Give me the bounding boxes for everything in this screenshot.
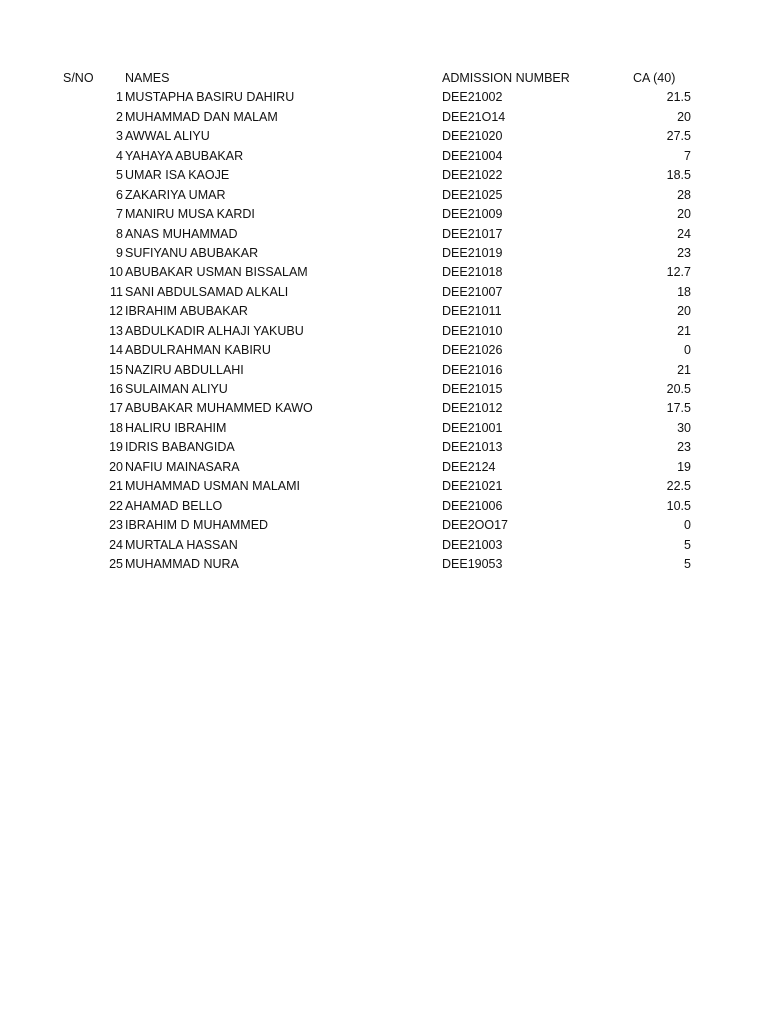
table-row <box>0 186 768 205</box>
table-row <box>0 497 768 516</box>
row-name: ANAS MUHAMMAD <box>125 226 238 241</box>
row-sno: 5 <box>116 168 123 183</box>
row-ca-score: 7 <box>684 148 691 163</box>
row-admission-number: DEE21020 <box>442 129 503 144</box>
table-row <box>0 536 768 555</box>
row-sno: 22 <box>109 498 123 513</box>
table-row <box>0 263 768 282</box>
row-ca-score: 27.5 <box>666 129 691 144</box>
row-ca-score: 21.5 <box>666 90 691 105</box>
row-sno: 12 <box>109 304 123 319</box>
row-ca-score: 5 <box>684 537 691 552</box>
table-row <box>0 88 768 107</box>
table-row <box>0 361 768 380</box>
table-row <box>0 419 768 438</box>
row-admission-number: DEE21015 <box>442 382 503 396</box>
row-sno: 15 <box>109 362 123 377</box>
table-row <box>0 458 768 477</box>
row-ca-score: 18 <box>677 284 691 299</box>
row-name: SUFIYANU ABUBAKAR <box>125 245 259 260</box>
row-name: MUHAMMAD USMAN MALAMI <box>125 479 301 494</box>
row-admission-number: DEE19053 <box>442 556 503 571</box>
row-sno: 1 <box>116 90 123 105</box>
row-admission-number: DEE21012 <box>442 401 503 416</box>
row-sno: 18 <box>109 420 123 435</box>
row-sno: 11 <box>110 284 123 299</box>
row-sno: 25 <box>109 556 123 571</box>
row-ca-score: 24 <box>677 226 691 241</box>
row-sno: 6 <box>116 187 123 202</box>
row-sno: 4 <box>116 148 123 163</box>
row-sno: 14 <box>109 343 123 358</box>
header-sno: S/NO <box>63 71 94 85</box>
row-sno: 8 <box>116 226 123 241</box>
row-name: HALIRU IBRAHIM <box>125 420 227 435</box>
table-row <box>0 380 768 399</box>
table-row <box>0 341 768 360</box>
table-row <box>0 302 768 321</box>
row-name: IBRAHIM D MUHAMMED <box>125 518 269 533</box>
table-row <box>0 516 768 535</box>
row-admission-number: DEE2OO17 <box>442 518 509 533</box>
row-sno: 16 <box>109 382 123 396</box>
row-sno: 23 <box>109 518 123 533</box>
row-sno: 13 <box>109 323 123 338</box>
row-ca-score: 30 <box>677 420 691 435</box>
row-admission-number: DEE2124 <box>442 459 496 474</box>
table-body <box>0 88 768 574</box>
row-sno: 7 <box>116 207 123 222</box>
row-ca-score: 21 <box>677 362 691 377</box>
row-name: MANIRU MUSA KARDI <box>125 207 255 222</box>
row-name: MURTALA HASSAN <box>125 537 238 552</box>
header-row <box>0 69 768 88</box>
row-admission-number: DEE21007 <box>442 284 503 299</box>
table-row <box>0 205 768 224</box>
row-name: AHAMAD BELLO <box>125 498 223 513</box>
row-ca-score: 18.5 <box>666 168 691 183</box>
row-ca-score: 23 <box>677 440 691 455</box>
row-name: ABDULRAHMAN KABIRU <box>125 343 271 358</box>
table-row <box>0 322 768 341</box>
row-name: ABUBAKAR MUHAMMED KAWO <box>125 401 313 416</box>
row-name: NAZIRU ABDULLAHI <box>125 362 244 377</box>
row-name: MUHAMMAD DAN MALAM <box>125 109 278 124</box>
row-name: ZAKARIYA UMAR <box>125 187 226 202</box>
row-ca-score: 10.5 <box>666 498 691 513</box>
row-name: AWWAL ALIYU <box>125 129 210 144</box>
row-admission-number: DEE21002 <box>442 90 503 105</box>
row-admission-number: DEE21O14 <box>442 109 506 124</box>
row-ca-score: 12.7 <box>666 265 691 280</box>
row-sno: 2 <box>116 109 123 124</box>
row-name: MUHAMMAD NURA <box>125 556 239 571</box>
row-sno: 20 <box>109 459 123 474</box>
row-admission-number: DEE21019 <box>442 245 503 260</box>
row-admission-number: DEE21004 <box>442 148 503 163</box>
student-score-sheet <box>0 69 768 574</box>
row-name: IBRAHIM ABUBAKAR <box>125 304 248 319</box>
row-admission-number: DEE21003 <box>442 537 503 552</box>
row-admission-number: DEE21018 <box>442 265 503 280</box>
row-sno: 21 <box>109 479 123 494</box>
row-name: NAFIU MAINASARA <box>125 459 240 474</box>
header-admission-number: ADMISSION NUMBER <box>442 71 570 85</box>
table-row <box>0 147 768 166</box>
row-name: ABDULKADIR ALHAJI YAKUBU <box>125 323 304 338</box>
row-admission-number: DEE21010 <box>442 323 503 338</box>
row-sno: 9 <box>116 245 123 260</box>
row-ca-score: 17.5 <box>666 401 691 416</box>
row-name: MUSTAPHA BASIRU DAHIRU <box>125 90 295 105</box>
table-row <box>0 108 768 127</box>
row-admission-number: DEE21021 <box>442 479 503 494</box>
table-row <box>0 477 768 496</box>
row-ca-score: 20 <box>677 207 691 222</box>
row-ca-score: 28 <box>677 187 691 202</box>
table-row <box>0 127 768 146</box>
row-ca-score: 21 <box>677 323 691 338</box>
header-names: NAMES <box>125 71 170 85</box>
row-ca-score: 20 <box>677 109 691 124</box>
row-name: SANI ABDULSAMAD ALKALI <box>125 284 289 299</box>
row-ca-score: 20.5 <box>666 382 691 396</box>
row-sno: 24 <box>109 537 123 552</box>
header-ca: CA (40) <box>633 71 676 85</box>
row-admission-number: DEE21022 <box>442 168 503 183</box>
table-row <box>0 555 768 574</box>
row-ca-score: 0 <box>684 343 691 358</box>
row-admission-number: DEE21009 <box>442 207 503 222</box>
row-ca-score: 19 <box>677 459 691 474</box>
row-ca-score: 23 <box>677 245 691 260</box>
row-admission-number: DEE21013 <box>442 440 503 455</box>
row-admission-number: DEE21026 <box>442 343 503 358</box>
row-name: IDRIS BABANGIDA <box>125 440 235 455</box>
row-admission-number: DEE21006 <box>442 498 503 513</box>
row-name: UMAR ISA KAOJE <box>125 168 230 183</box>
row-admission-number: DEE21017 <box>442 226 503 241</box>
table-row <box>0 244 768 263</box>
row-sno: 17 <box>109 401 123 416</box>
row-sno: 10 <box>109 265 123 280</box>
row-ca-score: 5 <box>684 556 691 571</box>
table-row <box>0 225 768 244</box>
row-ca-score: 0 <box>684 518 691 533</box>
row-name: YAHAYA ABUBAKAR <box>125 148 244 163</box>
row-admission-number: DEE21011 <box>442 304 502 319</box>
row-ca-score: 22.5 <box>666 479 691 494</box>
row-sno: 19 <box>109 440 123 455</box>
row-admission-number: DEE21016 <box>442 362 503 377</box>
row-name: SULAIMAN ALIYU <box>125 382 228 396</box>
row-ca-score: 20 <box>677 304 691 319</box>
row-admission-number: DEE21025 <box>442 187 503 202</box>
table-row <box>0 166 768 185</box>
row-admission-number: DEE21001 <box>442 420 503 435</box>
table-row <box>0 399 768 418</box>
row-name: ABUBAKAR USMAN BISSALAM <box>125 265 308 280</box>
table-row <box>0 438 768 457</box>
row-sno: 3 <box>116 129 123 144</box>
table-row <box>0 283 768 302</box>
